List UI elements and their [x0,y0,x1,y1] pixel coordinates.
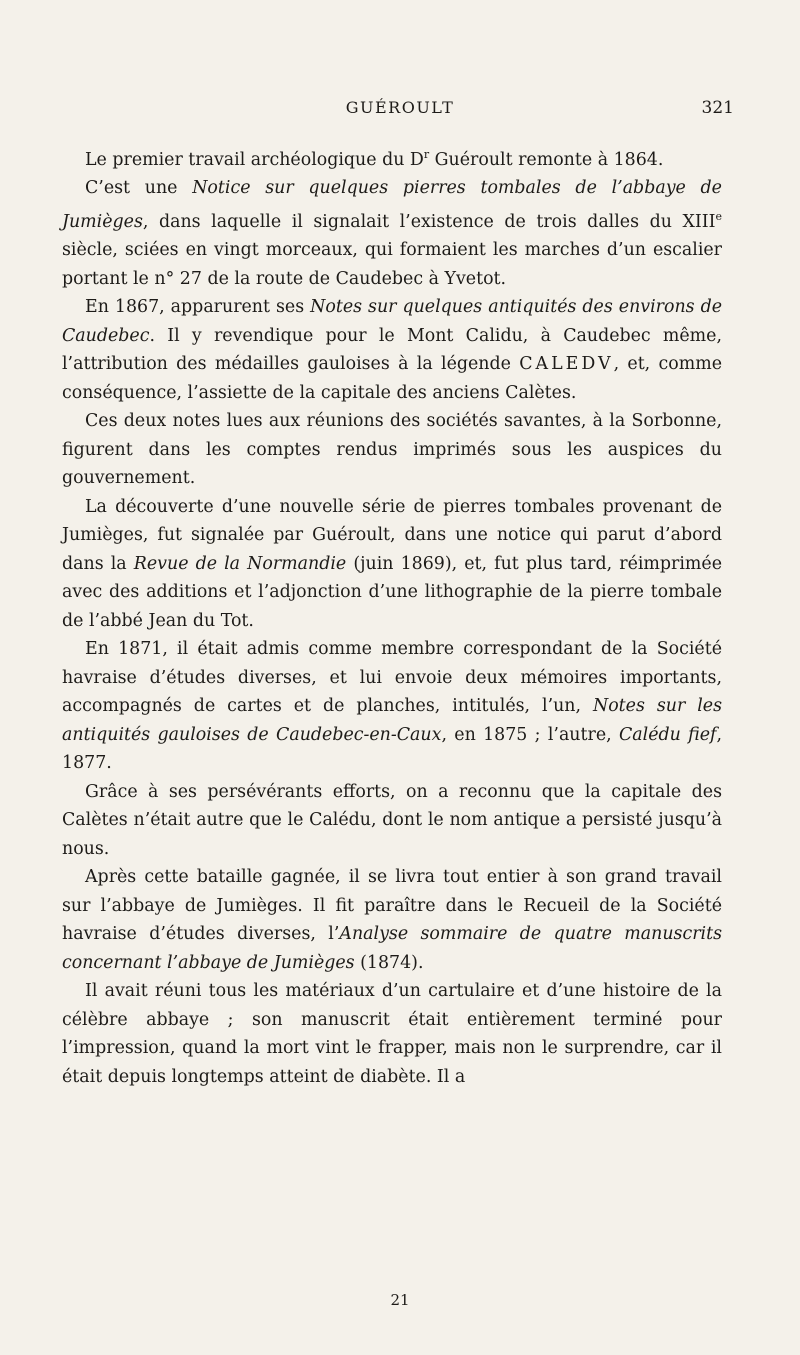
paragraph-8: Après cette bataille gagnée, il se livra tout entier à son grand travail sur l’abbaye de Jumièges. Il fit paraître dans le Recueil de la Société havraise d’études diverses, l’Analyse sommaire de quatre manuscrits concernant l’abbaye de Jumièges (1874). [62,867,723,973]
running-title: GUÉROULT [345,98,455,117]
title-analyse: Analyse sommaire de quatre manuscrits concernant l’abbaye de Jumièges [62,924,723,973]
title-antiquites: Notes sur les antiquités gauloises de Caudebec-en-Caux [62,696,722,745]
paragraph-4: Ces deux notes lues aux réunions des sociétés savantes, à la Sorbonne, figurent dans les comptes rendus imprimés sous les auspices du gouvernement. [62,411,722,489]
paragraph-6: En 1871, il était admis comme membre correspondant de la Société havraise d’études diverses, et lui envoie deux mémoires importants, accompagnés de cartes et de planches, intitulés, l’un, Notes sur les antiquités gauloises de Caudebec-en-Caux, en 1875 ; l’autre, Calédu fief, 1877. [62,639,722,774]
coin-legend: CALEDV [519,354,614,375]
paragraph-1: Le premier travail archéologique du $D^r$ Guéroult remonte à 1864. [85,148,664,170]
body-text [62,141,722,1091]
paragraph-3: En 1867, apparurent ses Notes sur quelques antiquités des environs de Caudebec. Il y revendique pour le Mont Calidu, à Caudebec même, l’attribution des médailles gauloises à la légende CALEDV, et, comme conséquence, l’assiette de la capitale des anciens Calètes. [62,297,723,403]
title-notes: Notes sur quelques antiquités des environs de Caudebec [62,297,722,346]
title-caledu: Calédu fief [618,724,717,745]
title-revue: Revue de la Normandie [133,553,347,574]
page-number: 321 [701,98,734,118]
signature-mark: 21 [390,1291,410,1309]
paragraph-5: La découverte d’une nouvelle série de pierres tombales provenant de Jumièges, fut signalée par Guéroult, dans une notice qui parut d’abord dans la Revue de la Normandie (juin 1869), et, fut plus tard, réimprimée avec des additions et l’adjonction d’une lithographie de la pierre tombale de l’abbé Jean du Tot. [62,496,723,631]
paragraph-2: C’est une Notice sur quelques pierres tombales de l’abbaye de Jumièges, dans laquelle il signalait l’existence de trois dalles du XIIIe siècle, sciées en vingt morceaux, qui formaient les marches d’un escalier portant le n° 27 de la route de Caudebec à Yvetot. [62,178,722,289]
title-notice: Notice sur quelques pierres tombales de l’abbaye de Jumièges [62,178,722,232]
paragraph-7: Grâce à ses persévérants efforts, on a reconnu que la capitale des Calètes n’était autre que le Calédu, dont le nom antique a persisté jusqu’à nous. [62,781,722,859]
running-header [60,98,740,126]
paragraph-9: Il avait réuni tous les matériaux d’un cartulaire et d’une histoire de la célèbre abbaye ; son manuscrit était entièrement terminé pour l’impression, quand la mort vint le frapper, mais non le surprendre, car il était depuis longtemps atteint de diabète. Il a [62,981,722,1087]
